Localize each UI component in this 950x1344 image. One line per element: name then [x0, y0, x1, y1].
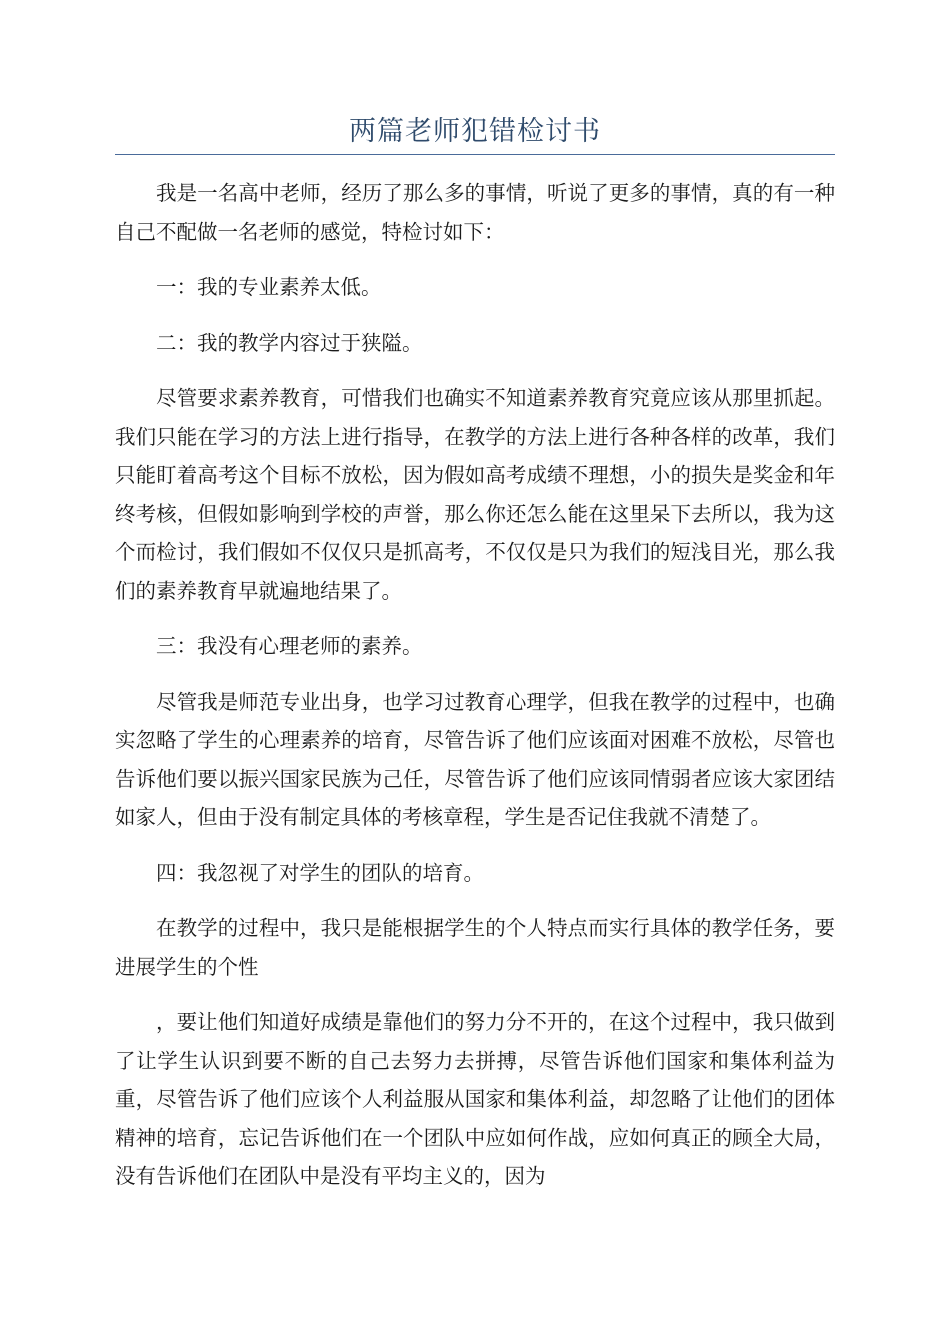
- section-heading-2: 二：我的教学内容过于狭隘。: [156, 330, 423, 355]
- document-body: [115, 174, 835, 1213]
- paragraph-intro: 我是一名高中老师，经历了那么多的事情，听说了更多的事情，真的有一种自己不配做一名老师的感觉，特检讨如下：: [115, 181, 835, 244]
- section-heading-1: 一：我的专业素养太低。: [156, 275, 382, 299]
- paragraph-section-2: 尽管要求素养教育，可惜我们也确实不知道素养教育究竟应该从那里抓起。我们只能在学习的方法上进行指导，在教学的方法上进行各种各样的改革，我们只能盯着高考这个目标不放松，因为假如高考成绩不理想，小的损失是奖金和年终考核，但假如影响到学校的声誉，那么你还怎么能在这里呆下去所以，我为这个而检讨，我们假如不仅仅只是抓高考，不仅仅是只为我们的短浅目光，那么我们的素养教育早就遍地结果了。: [115, 386, 835, 603]
- paragraph-section-4a: 在教学的过程中，我只是能根据学生的个人特点而实行具体的教学任务，要进展学生的个性: [115, 916, 835, 979]
- section-heading-3: 三：我没有心理老师的素养。: [156, 634, 423, 658]
- title-underline: [115, 154, 835, 155]
- document-title: 两篇老师犯错检讨书: [349, 116, 601, 147]
- section-heading-4: 四：我忽视了对学生的团队的培育。: [156, 860, 484, 885]
- paragraph-section-3: 尽管我是师范专业出身，也学习过教育心理学，但我在教学的过程中，也确实忽略了学生的心理素养的培育，尽管告诉了他们应该面对困难不放松，尽管也告诉他们要以振兴国家民族为己任，尽管告诉了他们应该同情弱者应该大家团结如家人，但由于没有制定具体的考核章程，学生是否记住我就不清楚了。: [115, 689, 835, 829]
- paragraph-section-4b: ，要让他们知道好成绩是靠他们的努力分不开的，在这个过程中，我只做到了让学生认识到要不断的自己去努力去拼搏，尽管告诉他们国家和集体利益为重，尽管告诉了他们应该个人利益服从国家和集体利益，却忽略了让他们的团体精神的培育，忘记告诉他们在一个团队中应如何作战，应如何真正的顾全大局，没有告诉他们在团队中是没有平均主义的，因为: [115, 1010, 835, 1188]
